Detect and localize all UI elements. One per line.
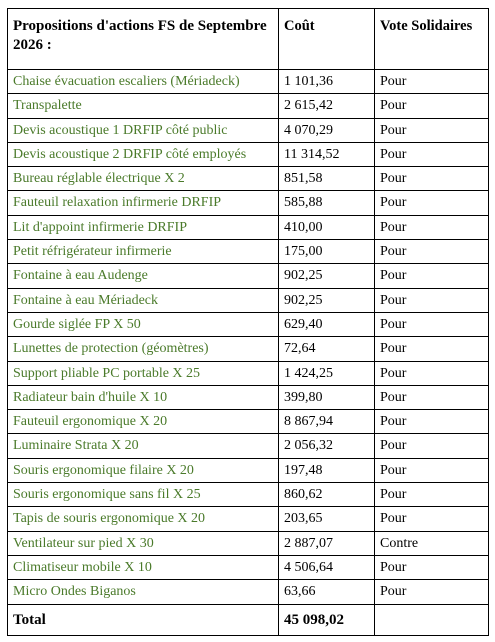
- row-vote: Pour: [375, 264, 489, 288]
- row-item: Chaise évacuation escaliers (Mériadeck): [8, 70, 279, 94]
- table-row: [8, 458, 489, 482]
- row-cost: 399,80: [279, 385, 375, 409]
- row-cost: 4 070,29: [279, 118, 375, 142]
- row-item: Gourde siglée FP X 50: [8, 312, 279, 336]
- table-row: [8, 264, 489, 288]
- row-cost: 63,66: [279, 580, 375, 604]
- table-row: [8, 312, 489, 336]
- row-vote: Pour: [375, 361, 489, 385]
- proposals-table: [7, 8, 489, 636]
- table-row: [8, 70, 489, 94]
- row-vote: Pour: [375, 191, 489, 215]
- row-item: Fauteuil ergonomique X 20: [8, 410, 279, 434]
- row-vote: Pour: [375, 94, 489, 118]
- total-vote: [375, 604, 489, 635]
- table-row: [8, 361, 489, 385]
- table-row: [8, 507, 489, 531]
- table-row: [8, 434, 489, 458]
- row-cost: 2 887,07: [279, 531, 375, 555]
- row-item: Souris ergonomique sans fil X 25: [8, 483, 279, 507]
- table-row: [8, 288, 489, 312]
- table-row: [8, 94, 489, 118]
- row-vote: Pour: [375, 215, 489, 239]
- row-item: Fauteuil relaxation infirmerie DRFIP: [8, 191, 279, 215]
- row-item: Devis acoustique 2 DRFIP côté employés: [8, 142, 279, 166]
- row-vote: Pour: [375, 70, 489, 94]
- row-vote: Pour: [375, 312, 489, 336]
- row-vote: Pour: [375, 507, 489, 531]
- row-vote: Pour: [375, 337, 489, 361]
- row-vote: Contre: [375, 531, 489, 555]
- table-row: [8, 142, 489, 166]
- table-row: [8, 483, 489, 507]
- row-cost: 203,65: [279, 507, 375, 531]
- row-vote: Pour: [375, 434, 489, 458]
- row-item: Fontaine à eau Audenge: [8, 264, 279, 288]
- row-vote: Pour: [375, 142, 489, 166]
- table-row: [8, 410, 489, 434]
- table-row: [8, 531, 489, 555]
- row-item: Radiateur bain d'huile X 10: [8, 385, 279, 409]
- row-item: Micro Ondes Biganos: [8, 580, 279, 604]
- row-item: Devis acoustique 1 DRFIP côté public: [8, 118, 279, 142]
- table-row: [8, 215, 489, 239]
- row-item: Climatiseur mobile X 10: [8, 555, 279, 579]
- row-cost: 629,40: [279, 312, 375, 336]
- total-label: Total: [8, 604, 279, 635]
- row-cost: 2 615,42: [279, 94, 375, 118]
- table-row: [8, 337, 489, 361]
- table-row: [8, 555, 489, 579]
- table-row: [8, 385, 489, 409]
- header-cost: Coût: [279, 9, 375, 70]
- row-vote: Pour: [375, 410, 489, 434]
- table-row: [8, 118, 489, 142]
- row-vote: Pour: [375, 483, 489, 507]
- row-cost: 175,00: [279, 240, 375, 264]
- row-vote: Pour: [375, 288, 489, 312]
- row-item: Tapis de souris ergonomique X 20: [8, 507, 279, 531]
- header-vote: Vote Solidaires: [375, 9, 489, 70]
- total-row: [8, 604, 489, 635]
- table-row: [8, 580, 489, 604]
- row-vote: Pour: [375, 385, 489, 409]
- row-cost: 1 101,36: [279, 70, 375, 94]
- total-cost: 45 098,02: [279, 604, 375, 635]
- row-item: Support pliable PC portable X 25: [8, 361, 279, 385]
- row-cost: 197,48: [279, 458, 375, 482]
- row-vote: Pour: [375, 580, 489, 604]
- row-item: Transpalette: [8, 94, 279, 118]
- row-item: Souris ergonomique filaire X 20: [8, 458, 279, 482]
- row-cost: 902,25: [279, 288, 375, 312]
- row-cost: 410,00: [279, 215, 375, 239]
- row-item: Ventilateur sur pied X 30: [8, 531, 279, 555]
- row-cost: 902,25: [279, 264, 375, 288]
- row-vote: Pour: [375, 240, 489, 264]
- row-cost: 585,88: [279, 191, 375, 215]
- row-cost: 72,64: [279, 337, 375, 361]
- table-row: [8, 240, 489, 264]
- row-vote: Pour: [375, 167, 489, 191]
- table-row: [8, 167, 489, 191]
- row-cost: 11 314,52: [279, 142, 375, 166]
- row-item: Petit réfrigérateur infirmerie: [8, 240, 279, 264]
- row-cost: 851,58: [279, 167, 375, 191]
- row-vote: Pour: [375, 118, 489, 142]
- header-title: Propositions d'actions FS de Septembre 2026 :: [8, 9, 279, 70]
- row-cost: 1 424,25: [279, 361, 375, 385]
- row-cost: 860,62: [279, 483, 375, 507]
- row-item: Fontaine à eau Mériadeck: [8, 288, 279, 312]
- table-header-row: [8, 9, 489, 70]
- row-cost: 2 056,32: [279, 434, 375, 458]
- table-row: [8, 191, 489, 215]
- table-body: [8, 70, 489, 605]
- row-item: Bureau réglable électrique X 2: [8, 167, 279, 191]
- row-item: Luminaire Strata X 20: [8, 434, 279, 458]
- row-item: Lunettes de protection (géomètres): [8, 337, 279, 361]
- row-cost: 4 506,64: [279, 555, 375, 579]
- row-vote: Pour: [375, 555, 489, 579]
- row-item: Lit d'appoint infirmerie DRFIP: [8, 215, 279, 239]
- row-cost: 8 867,94: [279, 410, 375, 434]
- row-vote: Pour: [375, 458, 489, 482]
